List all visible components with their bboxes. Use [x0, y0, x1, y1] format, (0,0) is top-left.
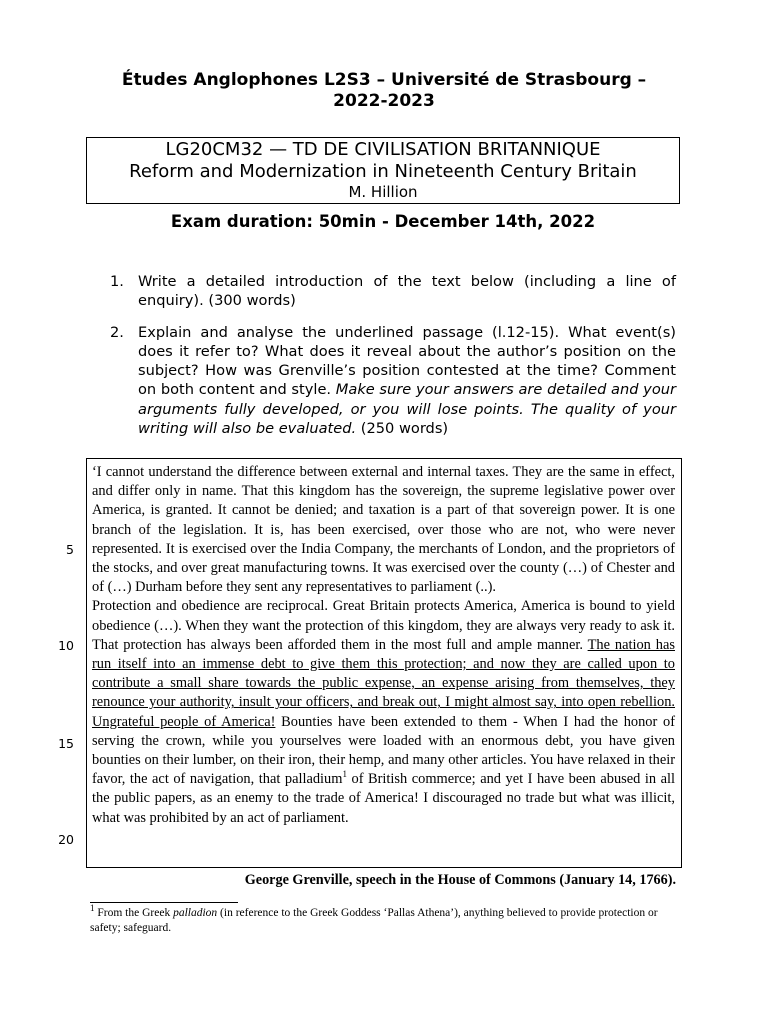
footnote-text-after: (in reference to the Greek Goddess ‘Pallas Athena’), anything believed to provide protection or safety; safeguard.: [90, 907, 658, 934]
footnote-marker: 1: [90, 903, 95, 914]
footnote-italic: palladion: [173, 907, 218, 919]
document-header: [90, 70, 678, 112]
source-paragraph: [92, 463, 675, 597]
source-paragraph: [92, 597, 675, 827]
source-paragraph-2-after: Bounties have been extended to them - When I had the honor of serving the crown, while you yourselves were loaded with an enormous debt, you have given bounties on their lumber, on their iron, their hemp, and many other articles. You have relaxed in their favor, the act of navigation, that palladium: [92, 713, 675, 788]
course-author: M. Hillion: [348, 183, 418, 201]
exam-duration: Exam duration: 50min - December 14th, 2022: [170, 212, 596, 231]
question-word-count: (250 words): [360, 420, 449, 438]
header-title-line1: Études Anglophones L2S3 – Université de Strasbourg –: [121, 70, 647, 90]
underlined-passage: The nation has run itself into an immense debt to give them this protection; and now they are called upon to contribute a small share towards the public expense, an expense arising from themselves, they renounce your authority, insult your officers, and break out, I might almost say, into open rebellion. Ungrateful people of America!: [92, 636, 675, 730]
line-number: 20: [58, 832, 74, 847]
question-number: 2.: [110, 323, 124, 341]
question-list: [110, 272, 676, 450]
source-attribution: George Grenville, speech in the House of Commons (January 14, 1766).: [244, 872, 676, 888]
course-code: LG20CM32 — TD DE CIVILISATION BRITANNIQUE: [165, 139, 601, 160]
header-title-line2: 2022-2023: [333, 91, 435, 111]
footnote: [90, 903, 680, 936]
course-subtitle: Reform and Modernization in Nineteenth Century Britain: [129, 161, 637, 182]
question-text: Explain and analyse the underlined passage (l.12-15). What event(s) does it refer to? What does it reveal about the author’s position on the subject? How was Grenville’s position contested at the time? Comment on both content and style.: [138, 323, 676, 399]
source-paragraph-1: ‘I cannot understand the difference between external and internal taxes. They are the same in effect, and differ only in name. That this kingdom has the sovereign, the supreme legislative power over America, is granted. It cannot be denied; and taxation is a part of that sovereign power. It is one branch of the legislation. It is, has been exercised, over those who are not, who were never represented. It is exercised over the India Company, the merchants of London, and the proprietors of the stocks, and over great manufacturing towns. It was exercised over the county (…) of Chester and of (…) Durham before they sent any representatives to parliament (..).: [92, 464, 675, 596]
source-text-box: [86, 458, 682, 868]
line-number: 5: [66, 542, 74, 557]
footnote-text-before: From the Greek: [94, 907, 174, 919]
line-number: 15: [58, 736, 74, 751]
footnote-divider: [90, 902, 238, 903]
question-text: Write a detailed introduction of the text below (including a line of enquiry). (300 words): [138, 273, 676, 310]
question-number: 1.: [110, 273, 124, 290]
line-number: 10: [58, 638, 74, 653]
source-paragraph-2-end: of British commerce; and yet I have been abused in all the public papers, as an enemy to the trade of America! I discouraged no trade but what was illicit, what was prohibited by an act of parliament.: [92, 771, 676, 826]
source-paragraph-2-intro: Protection and obedience are reciprocal. Great Britain protects America, America is bound to yield obedience (…). When they want the protection of this kingdom, they are always very ready to ask it. That protection has always been afforded them in the most full and ample manner.: [92, 598, 675, 653]
question-item: [110, 272, 676, 311]
question-item: [110, 323, 676, 439]
footnote-reference: 1: [342, 769, 347, 780]
course-box: [86, 137, 680, 204]
question-instruction: Make sure your answers are detailed and your arguments fully developed, or you will lose points. The quality of your writing will also be evaluated.: [138, 381, 676, 438]
